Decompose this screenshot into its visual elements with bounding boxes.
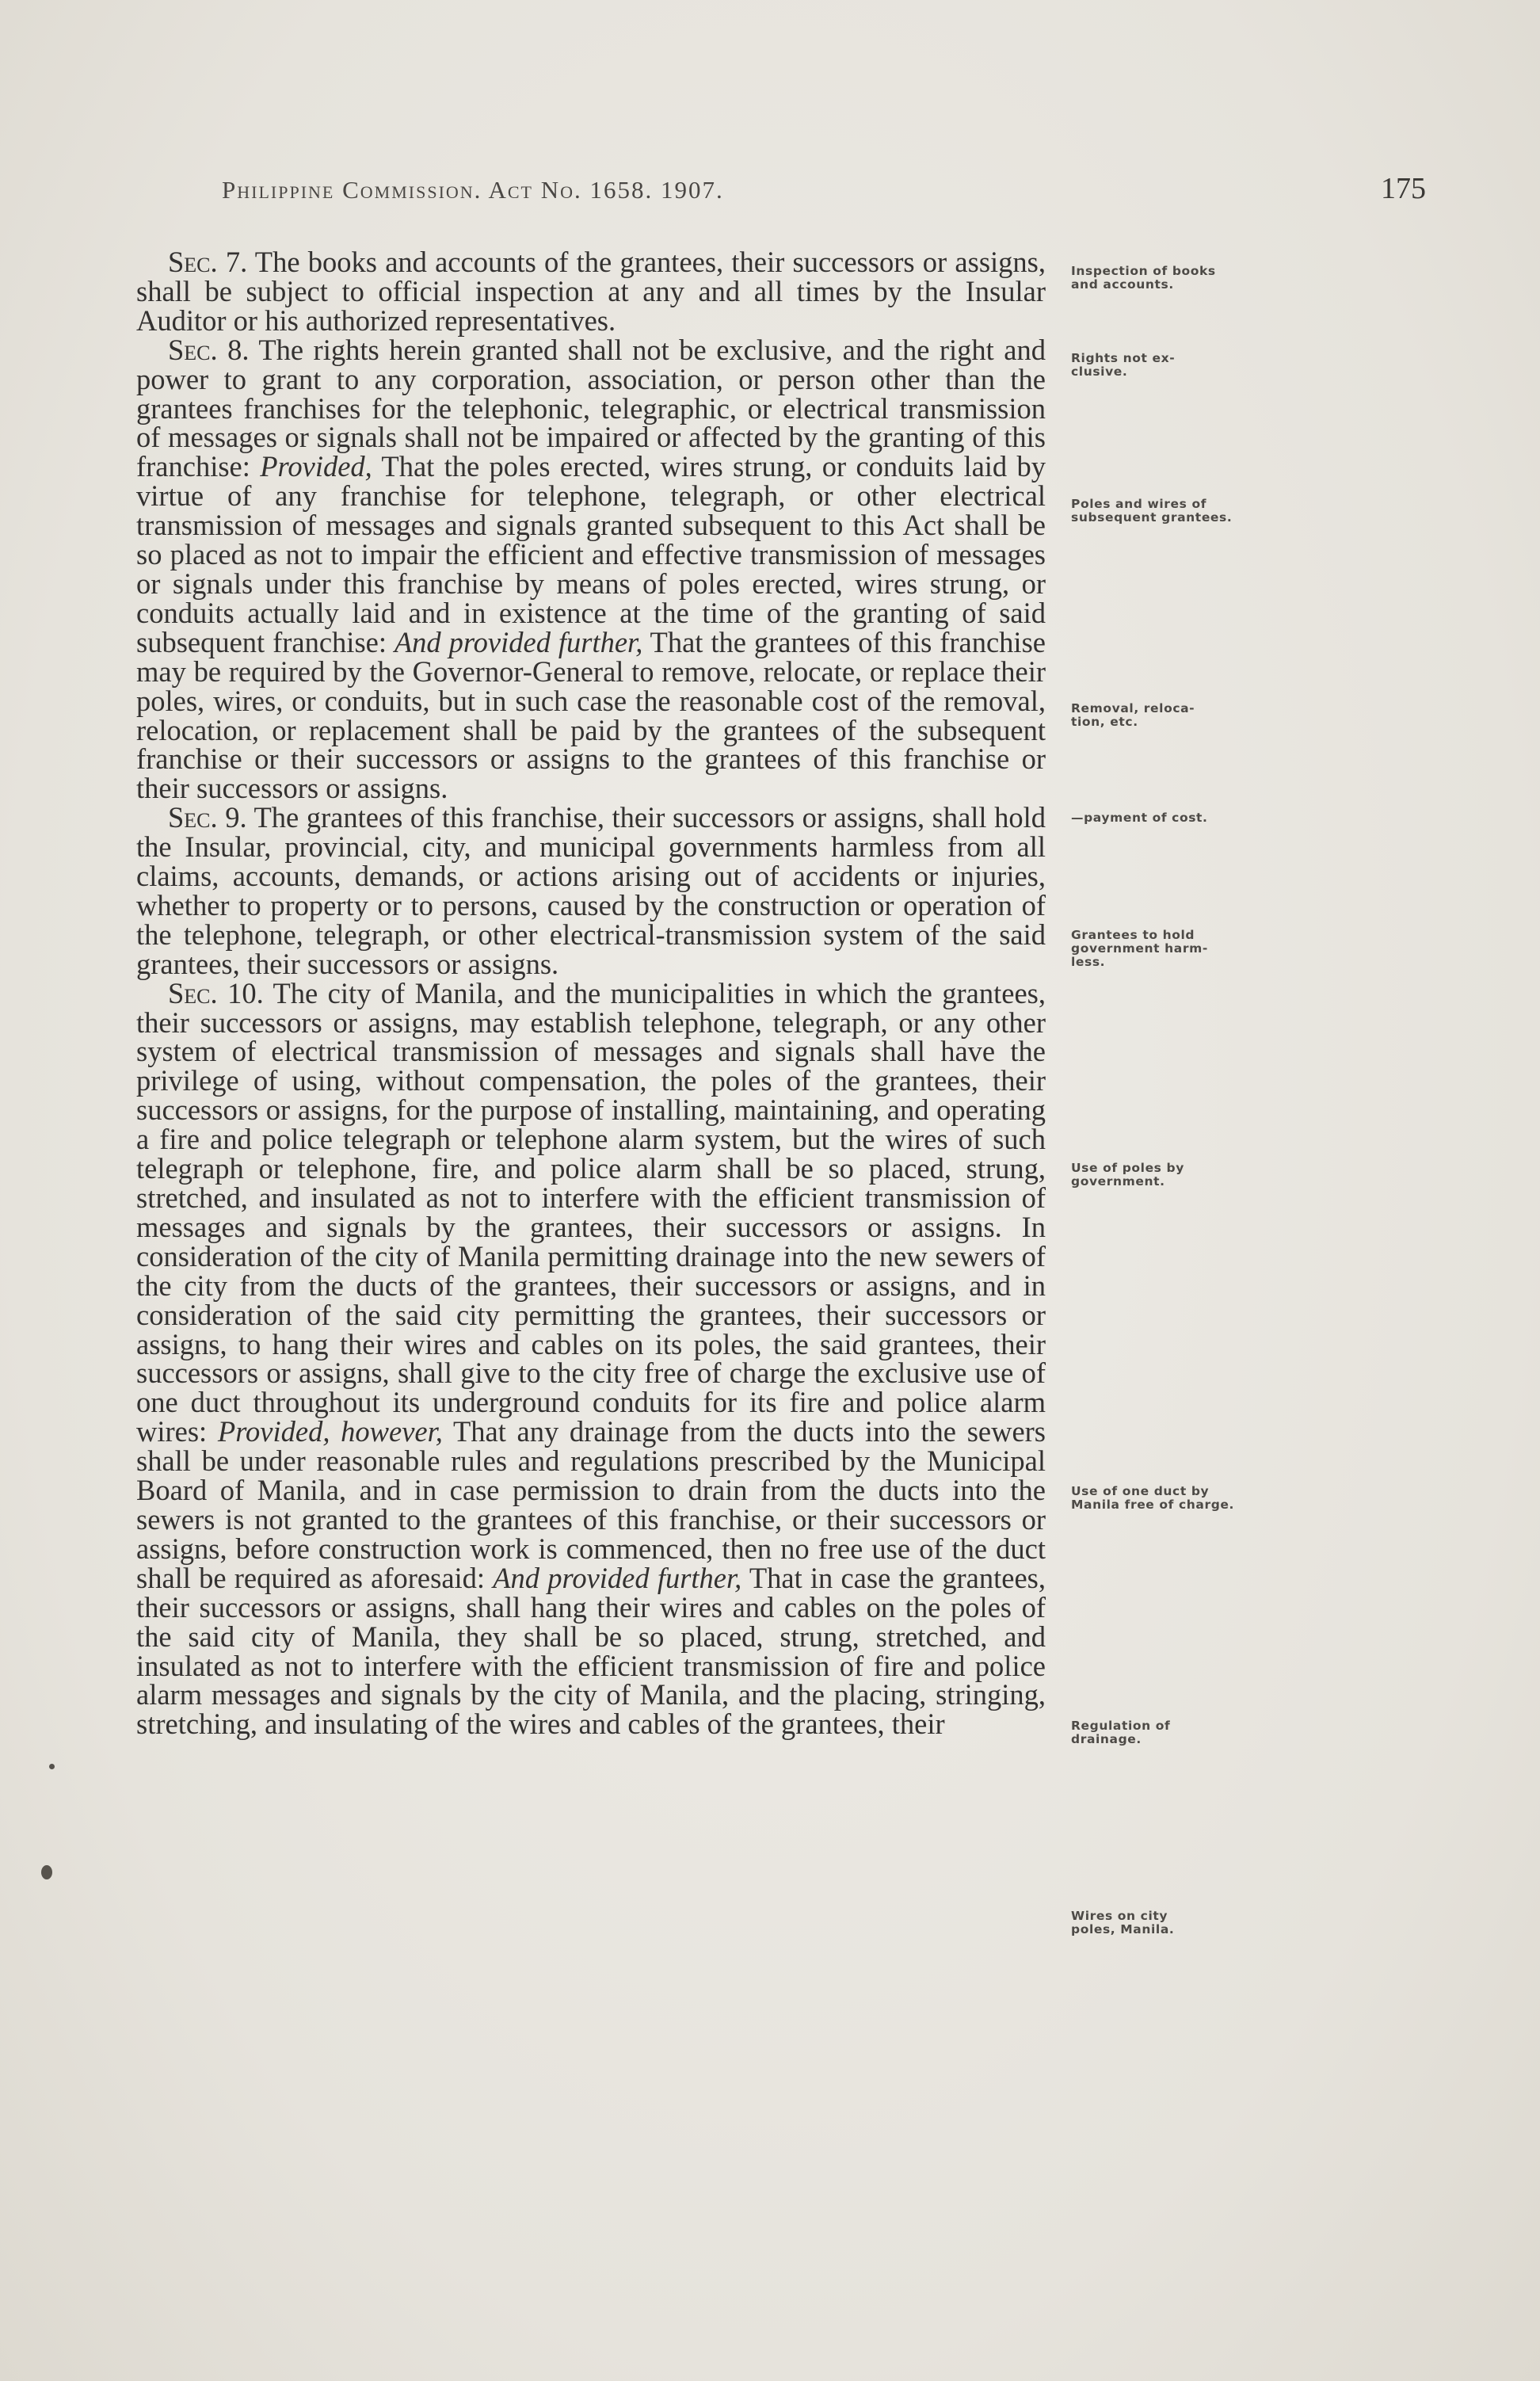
proviso-italic: And provided further, [493,1561,742,1594]
margin-note-line: Rights not ex- [1071,351,1176,365]
page-header [222,172,1426,216]
margin-note-use-poles [1071,1162,1296,1189]
margin-note-line: Use of poles by [1071,1161,1184,1175]
margin-note-line: drainage. [1071,1732,1142,1746]
margin-note-line: Inspection of books [1071,264,1216,278]
margin-note-line: —payment of cost. [1071,811,1208,825]
section-10-paragraph [136,976,1046,1741]
section-text: That the grantees of this franchise may be required by the Governor-General to remove, relocate, or replace their poles, wires, or conduits, but in such case the reasonable cost of the removal, relocation, or replacement shall be paid by the grantees of the subsequent franchise or their successors or assigns to the grantees of this franchise or their successors or assigns. [136,625,1046,805]
ink-smudge [41,1865,52,1879]
section-text: That in case the grantees, their successors or assigns, shall hang their wires and cables on the poles of the said city of Manila, they shall be so placed, strung, stretched, and insulated as not to interfere with the efficient transmission of fire and police alarm messages and signals by the city of Manila, and the placing, stringing, stretching, and insulating of the wires and cables of the grantees, their [136,1561,1046,1741]
section-text: That any drainage from the ducts into the sewers shall be under reasonable rules and regulations prescribed by the Municipal Board of Manila, and in case permission to drain from the ducts into the sewers is not granted to the grantees of this franchise, or their successors or assigns, before construction work is commenced, then no free use of the duct shall be required as aforesaid: [136,1415,1046,1594]
section-text: The grantees of this franchise, their successors or assigns, shall hold the Insular, provincial, city, and municipal governments harmless from all claims, accounts, demands, or actions arising out of accidents or injuries, whether to property or to persons, caused by the construction or operation of the telephone, telegraph, or other electrical-transmission system of the said grantees, their successors or assigns. [136,801,1046,980]
section-text: The books and accounts of the grantees, their successors or assigns, shall be subject to official inspection at any and all times by the Insular Auditor or his authorized representatives. [136,246,1046,337]
section-text: That the poles erected, wires strung, or conduits laid by virtue of any franchise for telephone, telegraph, or other electrical transmission of messages and signals granted subsequent to this Act shall be so placed as not to impair the efficient and effective transmission of messages or signals under this franchise by means of poles erected, wires strung, or conduits actually laid and in existence at the time of the granting of said subsequent franchise: [136,450,1046,658]
margin-note-line: and accounts. [1071,277,1174,292]
margin-note-wires [1071,1910,1296,1936]
margin-note-inspection [1071,265,1296,292]
margin-note-line: Regulation of [1071,1719,1171,1733]
section-label: Sec. 9. [168,801,247,834]
section-8-paragraph [136,333,1046,805]
margin-note-poles [1071,498,1296,525]
margin-note-one-duct [1071,1485,1296,1512]
margin-note-line: clusive. [1071,364,1128,379]
proviso-italic: Provided, [260,450,372,483]
section-text: The city of Manila, and the municipalities in which the grantees, their successors or assigns, may establish telephone, telegraph, or any other system of electrical transmission of messages and signals shall have the privilege of using, without compensation, the poles of the grantees, their successors or assigns, for the purpose of installing, maintaining, and operating a fire and police telegraph or telephone alarm system, but the wires of such telegraph or telephone, fire, and police alarm shall be so placed, strung, stretched, and insulated as not to interfere with the efficient transmission of messages and signals by the grantees, their successors or assigns. In consideration of the city of Manila permitting drainage into the new sewers of the city from the ducts of the grantees, their successors or assigns, and in consideration of the said city permitting the grantees, their successors or assigns, to hang their wires and cables on its poles, the said grantees, their successors or assigns, shall give to the city free of charge the exclusive use of one duct throughout its underground conduits for its fire and police alarm wires: [136,976,1046,1448]
margin-note-line: Use of one duct by [1071,1484,1210,1498]
page-number: 175 [1381,172,1426,205]
margin-note-line: Grantees to hold [1071,928,1195,942]
margin-note-payment [1071,811,1296,825]
margin-note-line: Wires on city [1071,1909,1168,1923]
margin-note-line: poles, Manila. [1071,1922,1175,1936]
margin-note-line: government. [1071,1174,1165,1189]
proviso-italic: Provided, however, [217,1415,443,1448]
proviso-italic: And provided further, [394,625,643,658]
margin-note-line: government harm- [1071,941,1208,956]
section-9-paragraph [136,803,1046,979]
margin-note-removal [1071,702,1296,729]
margin-note-grantees [1071,929,1296,969]
margin-note-line: subsequent grantees. [1071,510,1233,525]
running-head: Philippine Commission. Act No. 1658. 1907. [222,176,724,204]
margin-note-line: tion, etc. [1071,715,1138,729]
margin-note-rights [1071,352,1296,379]
body-text [136,248,1046,1739]
margin-note-line: Poles and wires of [1071,497,1207,511]
section-label: Sec. 10. [168,976,264,1009]
margin-note-regulation [1071,1719,1296,1746]
section-label: Sec. 8. [168,333,250,366]
margin-note-line: less. [1071,955,1106,969]
margin-note-line: Manila free of charge. [1071,1498,1235,1512]
section-label: Sec. 7. [168,246,248,278]
printing-dot [49,1764,55,1769]
section-text: The rights herein granted shall not be exclusive, and the right and power to grant to any corporation, association, or person other than the grantees franchises for the telephonic, telegraphic, or electrical transmission of messages or signals shall not be impaired or affected by the granting of this franchise: [136,333,1046,483]
margin-note-line: Removal, reloca- [1071,701,1195,715]
section-7-paragraph [136,248,1046,336]
